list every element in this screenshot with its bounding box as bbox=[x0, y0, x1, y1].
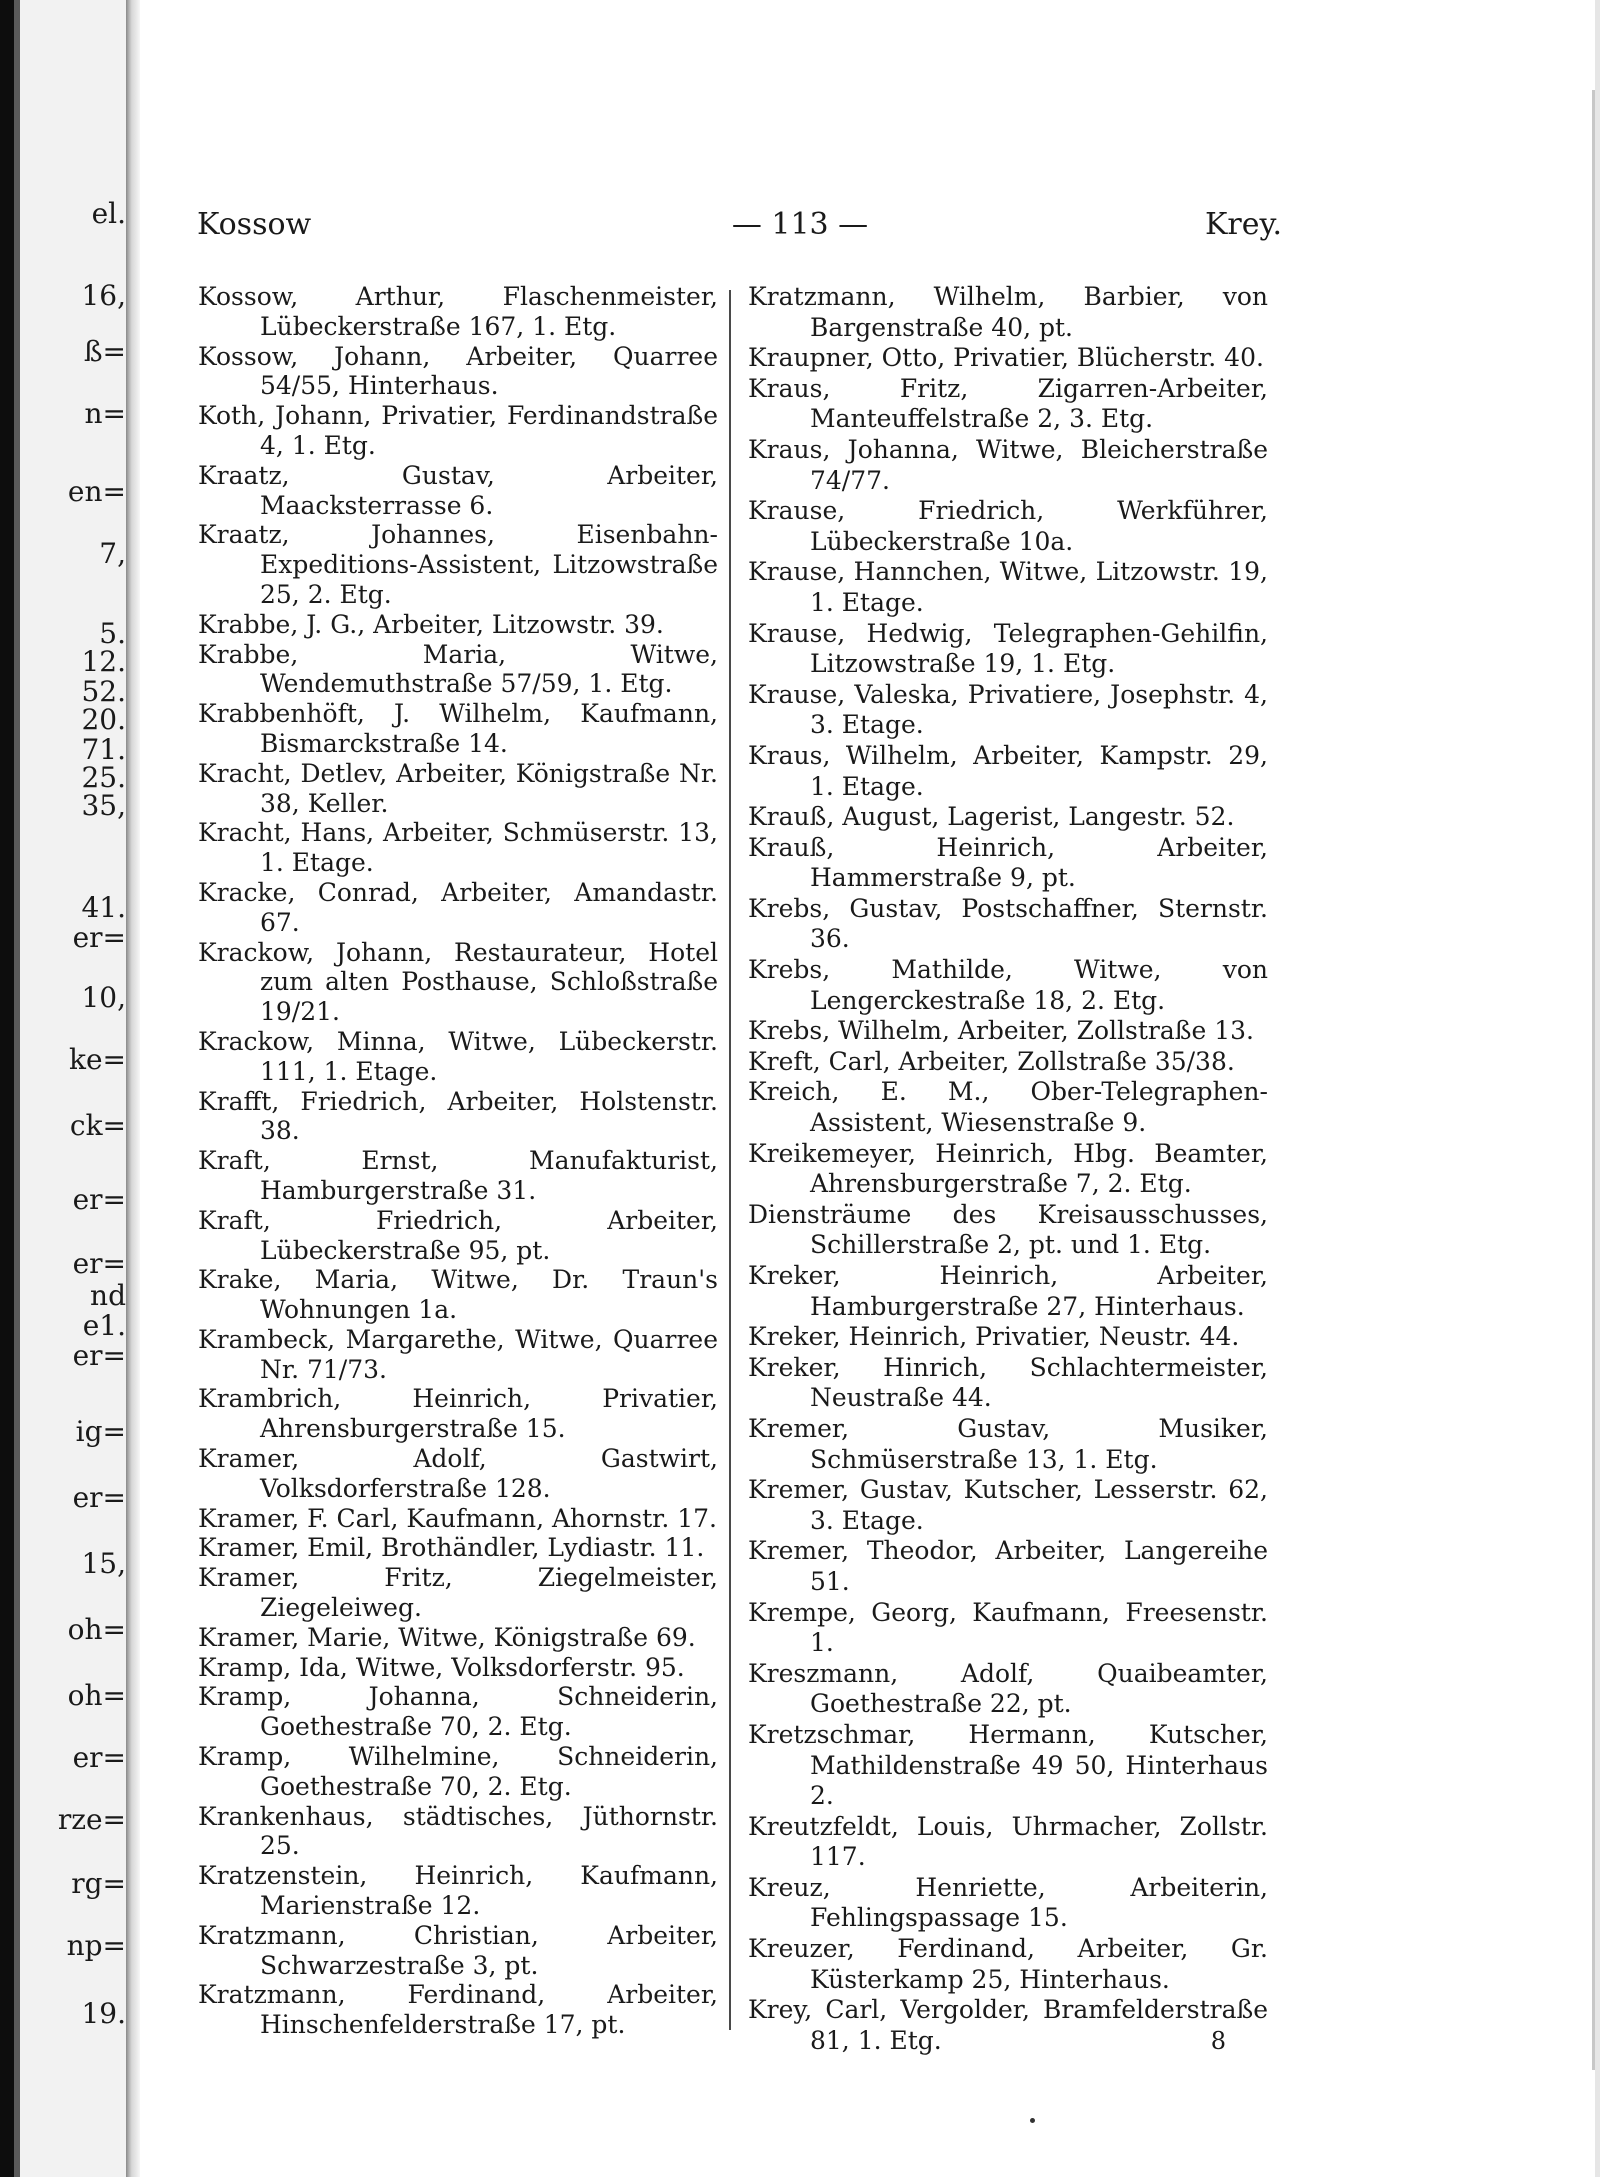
directory-entry bbox=[748, 1934, 1268, 1995]
entry-text: Kratzmann, Christian, Arbeiter, Schwarzestraße 3, pt. bbox=[198, 1920, 718, 1980]
directory-entry bbox=[748, 619, 1268, 680]
directory-entry bbox=[748, 1322, 1268, 1353]
entry-text: Kreich, E. M., Ober-Telegraphen-Assistent, Wiesenstraße 9. bbox=[748, 1077, 1268, 1138]
directory-entry bbox=[198, 1653, 718, 1683]
directory-entry bbox=[748, 1873, 1268, 1934]
directory-entry bbox=[198, 878, 718, 938]
directory-entry bbox=[748, 955, 1268, 1016]
entry-text: Kraupner, Otto, Privatier, Blücherstr. 40. bbox=[748, 343, 1264, 373]
previous-page-fragment: 5. bbox=[99, 617, 126, 650]
directory-entry bbox=[198, 1027, 718, 1087]
entry-text: Kramer, Adolf, Gastwirt, Volksdorferstraße 128. bbox=[198, 1444, 718, 1503]
page-gutter bbox=[126, 0, 140, 2177]
entry-text: Krause, Valeska, Privatiere, Josephstr. 4, 3. Etage. bbox=[748, 679, 1268, 740]
previous-page-fragment: 15, bbox=[81, 1547, 126, 1580]
previous-page-fragment: 25. bbox=[81, 761, 126, 794]
directory-entry bbox=[748, 435, 1268, 496]
directory-entry bbox=[198, 461, 718, 521]
previous-page-fragment: 7, bbox=[99, 537, 126, 570]
directory-entry bbox=[198, 1802, 718, 1862]
directory-entry bbox=[748, 557, 1268, 618]
running-head-last-entry: Krey. bbox=[1204, 207, 1282, 242]
print-speck bbox=[1030, 2118, 1035, 2123]
entry-text: Krake, Maria, Witwe, Dr. Traun's Wohnungen 1a. bbox=[198, 1265, 718, 1325]
entry-text: Kreszmann, Adolf, Quaibeamter, Goethestraße 22, pt. bbox=[748, 1658, 1268, 1719]
entry-text: Kratzenstein, Heinrich, Kaufmann, Marienstraße 12. bbox=[198, 1861, 718, 1921]
directory-entry bbox=[198, 1533, 718, 1563]
directory-entry bbox=[198, 1087, 718, 1147]
directory-entry bbox=[748, 1139, 1268, 1200]
entry-text: Kossow, Johann, Arbeiter, Quarree 54/55, Hinterhaus. bbox=[198, 341, 718, 401]
directory-entry bbox=[748, 1200, 1268, 1261]
directory-entry bbox=[748, 1261, 1268, 1322]
previous-page-fragment: er= bbox=[72, 1481, 126, 1514]
directory-entry bbox=[748, 1598, 1268, 1659]
entry-text: Kreutzfeldt, Louis, Uhrmacher, Zollstr. 117. bbox=[748, 1811, 1268, 1872]
previous-page-fragment: oh= bbox=[67, 1613, 126, 1646]
entry-text: Kremer, Gustav, Kutscher, Lesserstr. 62, 3. Etage. bbox=[748, 1475, 1268, 1535]
directory-entry bbox=[748, 894, 1268, 955]
directory-entry bbox=[198, 1384, 718, 1444]
entry-text: Koth, Johann, Privatier, Ferdinandstraße 4, 1. Etg. bbox=[198, 401, 718, 460]
directory-entry bbox=[748, 1047, 1268, 1078]
directory-entry bbox=[198, 640, 718, 700]
entry-text: Krambrich, Heinrich, Privatier, Ahrensburgerstraße 15. bbox=[198, 1384, 718, 1444]
directory-entry bbox=[748, 1414, 1268, 1475]
entry-text: Kramer, Fritz, Ziegelmeister, Ziegeleiweg. bbox=[198, 1563, 718, 1623]
directory-entry bbox=[198, 610, 718, 640]
entry-text: Krauß, August, Lagerist, Langestr. 52. bbox=[748, 802, 1235, 832]
entry-text: Kraft, Ernst, Manufakturist, Hamburgerstraße 31. bbox=[198, 1146, 718, 1205]
directory-entry bbox=[198, 342, 718, 402]
directory-column-right bbox=[748, 282, 1268, 2056]
previous-page-fragment: nd bbox=[90, 1279, 126, 1312]
previous-page-fragment: ke= bbox=[69, 1043, 126, 1076]
directory-entry bbox=[198, 1206, 718, 1266]
previous-page-fragment: oh= bbox=[67, 1679, 126, 1712]
entry-text: Kraatz, Johannes, Eisenbahn-Expeditions-Assistent, Litzowstraße 25, 2. Etg. bbox=[198, 520, 718, 609]
directory-entry bbox=[198, 1742, 718, 1802]
entry-text: Krey, Carl, Vergolder, Bramfelderstraße 81, 1. Etg. bbox=[748, 1995, 1268, 2055]
directory-column-left bbox=[198, 282, 718, 2040]
entry-text: Krause, Hannchen, Witwe, Litzowstr. 19, 1. Etage. bbox=[748, 557, 1268, 617]
entry-text: Kreker, Heinrich, Arbeiter, Hamburgerstraße 27, Hinterhaus. bbox=[748, 1261, 1268, 1321]
directory-entry bbox=[198, 1444, 718, 1504]
previous-page-fragment: 12. bbox=[81, 645, 126, 678]
directory-entry bbox=[198, 282, 718, 342]
entry-text: Kretzschmar, Hermann, Kutscher, Mathildenstraße 49 50, Hinterhaus 2. bbox=[748, 1719, 1268, 1811]
directory-entry bbox=[748, 802, 1268, 833]
running-head-first-entry: Kossow bbox=[197, 207, 312, 242]
previous-page-fragment: 20. bbox=[81, 703, 126, 736]
previous-page-fragment: 35, bbox=[81, 789, 126, 822]
directory-entry bbox=[748, 374, 1268, 435]
directory-entry bbox=[748, 1720, 1268, 1812]
entry-text: Kramer, Emil, Brothändler, Lydiastr. 11. bbox=[198, 1533, 705, 1563]
previous-page-fragment: er= bbox=[72, 921, 126, 954]
previous-page-fragment: ck= bbox=[69, 1109, 126, 1142]
previous-page-fragment: er= bbox=[72, 1183, 126, 1216]
entry-text: Kremer, Theodor, Arbeiter, Langereihe 51. bbox=[748, 1536, 1268, 1596]
previous-page-fragment: n= bbox=[84, 397, 126, 430]
entry-text: Krackow, Johann, Restaurateur, Hotel zum alten Posthause, Schloßstraße 19/21. bbox=[198, 937, 718, 1027]
directory-entry bbox=[198, 1921, 718, 1981]
previous-page-fragments bbox=[0, 196, 128, 2156]
entry-text: Kreuzer, Ferdinand, Arbeiter, Gr. Küsterkamp 25, Hinterhaus. bbox=[748, 1934, 1268, 1994]
previous-page-fragment: 71. bbox=[81, 733, 126, 766]
signature-mark: 8 bbox=[1210, 2027, 1226, 2055]
entry-text: Kreker, Heinrich, Privatier, Neustr. 44. bbox=[748, 1322, 1240, 1352]
entry-text: Diensträume des Kreisausschusses, Schillerstraße 2, pt. und 1. Etg. bbox=[748, 1199, 1268, 1260]
directory-entry bbox=[198, 1980, 718, 2040]
directory-entry bbox=[748, 1995, 1268, 2056]
directory-entry bbox=[748, 680, 1268, 741]
entry-text: Kracht, Detlev, Arbeiter, Königstraße Nr. 38, Keller. bbox=[198, 758, 718, 818]
entry-text: Kraatz, Gustav, Arbeiter, Maacksterrasse 6. bbox=[198, 460, 718, 520]
directory-entry bbox=[748, 833, 1268, 894]
entry-text: Kreft, Carl, Arbeiter, Zollstraße 35/38. bbox=[748, 1046, 1235, 1076]
directory-entry bbox=[198, 938, 718, 1027]
entry-text: Kreker, Hinrich, Schlachtermeister, Neustraße 44. bbox=[748, 1352, 1268, 1413]
previous-page-fragment: 10, bbox=[81, 981, 126, 1014]
entry-text: Krambeck, Margarethe, Witwe, Quarree Nr. 71/73. bbox=[198, 1324, 718, 1384]
entry-text: Krebs, Gustav, Postschaffner, Sternstr. 36. bbox=[748, 893, 1268, 954]
entry-text: Kramp, Ida, Witwe, Volksdorferstr. 95. bbox=[198, 1652, 685, 1682]
directory-entry bbox=[198, 1265, 718, 1325]
entry-text: Kraus, Johanna, Witwe, Bleicherstraße 74/77. bbox=[748, 434, 1268, 495]
entry-text: Krabbe, J. G., Arbeiter, Litzowstr. 39. bbox=[198, 609, 664, 639]
directory-entry bbox=[748, 1016, 1268, 1047]
page-number: — 113 — bbox=[731, 207, 869, 242]
previous-page-fragment: 52. bbox=[81, 675, 126, 708]
entry-text: Kraus, Fritz, Zigarren-Arbeiter, Manteuffelstraße 2, 3. Etg. bbox=[748, 373, 1268, 434]
entry-text: Krebs, Mathilde, Witwe, von Lengerckestraße 18, 2. Etg. bbox=[748, 955, 1268, 1015]
previous-page-fragment: er= bbox=[72, 1247, 126, 1280]
entry-text: Kraft, Friedrich, Arbeiter, Lübeckerstraße 95, pt. bbox=[198, 1205, 718, 1265]
entry-text: Krauß, Heinrich, Arbeiter, Hammerstraße 9, pt. bbox=[748, 832, 1268, 893]
previous-page-fragment: en= bbox=[67, 475, 126, 508]
previous-page-fragment: 16, bbox=[81, 279, 126, 312]
directory-entry bbox=[198, 759, 718, 819]
entry-text: Kossow, Arthur, Flaschenmeister, Lübeckerstraße 167, 1. Etg. bbox=[198, 282, 718, 341]
directory-entry bbox=[748, 343, 1268, 374]
entry-text: Krebs, Wilhelm, Arbeiter, Zollstraße 13. bbox=[748, 1016, 1254, 1046]
entry-text: Kreuz, Henriette, Arbeiterin, Fehlingspassage 15. bbox=[748, 1872, 1268, 1933]
column-divider bbox=[729, 290, 731, 2030]
entry-text: Kratzmann, Wilhelm, Barbier, von Bargenstraße 40, pt. bbox=[748, 282, 1268, 342]
directory-entry bbox=[198, 520, 718, 609]
previous-page-fragment: e1. bbox=[82, 1309, 126, 1342]
directory-entry bbox=[748, 741, 1268, 802]
entry-text: Krackow, Minna, Witwe, Lübeckerstr. 111, 1. Etage. bbox=[198, 1026, 718, 1086]
directory-entry bbox=[198, 1682, 718, 1742]
entry-text: Krabbe, Maria, Witwe, Wendemuthstraße 57/59, 1. Etg. bbox=[198, 639, 718, 699]
directory-entry bbox=[198, 1861, 718, 1921]
page-edge bbox=[1595, 0, 1600, 2177]
entry-text: Krankenhaus, städtisches, Jüthornstr. 25. bbox=[198, 1801, 718, 1861]
entry-text: Krause, Hedwig, Telegraphen-Gehilfin, Litzowstraße 19, 1. Etg. bbox=[748, 618, 1268, 679]
entry-text: Kracht, Hans, Arbeiter, Schmüserstr. 13, 1. Etage. bbox=[198, 818, 718, 878]
entry-text: Kratzmann, Ferdinand, Arbeiter, Hinschenfelderstraße 17, pt. bbox=[198, 1980, 718, 2040]
previous-page-edge bbox=[0, 0, 128, 2177]
previous-page-fragment: 19. bbox=[81, 1997, 126, 2030]
directory-entry bbox=[198, 1504, 718, 1534]
entry-text: Krause, Friedrich, Werkführer, Lübeckerstraße 10a. bbox=[748, 496, 1268, 556]
directory-entry bbox=[748, 1077, 1268, 1138]
directory-entry bbox=[748, 1812, 1268, 1873]
directory-entry bbox=[748, 1353, 1268, 1414]
directory-entry bbox=[198, 1146, 718, 1206]
previous-page-fragment: er= bbox=[72, 1339, 126, 1372]
previous-page-fragment: rze= bbox=[57, 1803, 126, 1836]
entry-text: Kramp, Wilhelmine, Schneiderin, Goethestraße 70, 2. Etg. bbox=[198, 1742, 718, 1801]
entry-text: Kracke, Conrad, Arbeiter, Amandastr. 67. bbox=[198, 877, 718, 937]
previous-page-fragment: el. bbox=[91, 197, 126, 230]
previous-page-fragment: er= bbox=[72, 1741, 126, 1774]
previous-page-fragment: rg= bbox=[71, 1867, 126, 1900]
directory-entry bbox=[198, 1563, 718, 1623]
previous-page-fragment: ig= bbox=[75, 1415, 126, 1448]
entry-text: Kramer, Marie, Witwe, Königstraße 69. bbox=[198, 1622, 696, 1652]
directory-entry bbox=[748, 1659, 1268, 1720]
entry-text: Krabbenhöft, J. Wilhelm, Kaufmann, Bismarckstraße 14. bbox=[198, 699, 718, 758]
directory-entry bbox=[198, 1623, 718, 1653]
previous-page-fragment: np= bbox=[66, 1929, 126, 1962]
directory-entry bbox=[748, 1475, 1268, 1536]
entry-text: Kreikemeyer, Heinrich, Hbg. Beamter, Ahrensburgerstraße 7, 2. Etg. bbox=[748, 1138, 1268, 1199]
entry-text: Krempe, Georg, Kaufmann, Freesenstr. 1. bbox=[748, 1597, 1268, 1658]
entry-text: Kramer, F. Carl, Kaufmann, Ahornstr. 17. bbox=[198, 1503, 717, 1533]
entry-text: Kramp, Johanna, Schneiderin, Goethestraße 70, 2. Etg. bbox=[198, 1682, 718, 1742]
directory-entry bbox=[748, 496, 1268, 557]
directory-entry bbox=[748, 1536, 1268, 1597]
directory-entry bbox=[198, 818, 718, 878]
directory-entry bbox=[748, 282, 1268, 343]
entry-text: Kraus, Wilhelm, Arbeiter, Kampstr. 29, 1. Etage. bbox=[748, 740, 1268, 801]
previous-page-fragment: ß= bbox=[83, 335, 126, 368]
entry-text: Kremer, Gustav, Musiker, Schmüserstraße 13, 1. Etg. bbox=[748, 1413, 1268, 1474]
previous-page-fragment: 41. bbox=[81, 891, 126, 924]
directory-entry bbox=[198, 699, 718, 759]
entry-text: Krafft, Friedrich, Arbeiter, Holstenstr. 38. bbox=[198, 1086, 718, 1146]
directory-entry bbox=[198, 1325, 718, 1385]
directory-entry bbox=[198, 401, 718, 461]
